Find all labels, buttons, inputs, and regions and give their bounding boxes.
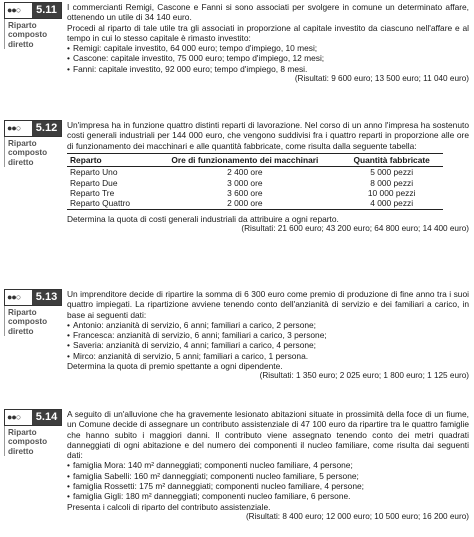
exercise-number: 5.13 [32, 290, 61, 305]
exercise-number: 5.12 [32, 121, 61, 136]
table-cell: 2 000 ore [149, 198, 340, 209]
paragraph: I commercianti Remigi, Cascone e Fanni si sono associati per svolgere in comune un determinato affare, ottenendo un utile di 34 140 euro. [67, 2, 469, 23]
paragraph: A seguito di un'alluvione che ha gravemente lesionato abitazioni situate in prossimità della foce di un fiume, un Comune decide di assegnare un contributo assistenziale di 47 100 euro da ripartire tra le quattro famiglie che hanno subito i maggiori danni. Il contributo viene assegnato tenendo conto dei metri quadrati danneggiati di ogni abitazione e del numero dei componenti il nucleo familiare, come risulta dai seguenti dati: [67, 409, 469, 461]
table-cell: 5 000 pezzi [370, 167, 414, 178]
paragraph: Procedi al riparto di tale utile tra gli associati in proporzione al capitale investito da ciascuno nell'affare e al tempo in cui lo stesso capitale è rimasto investito: [67, 22, 469, 43]
results: (Risultati: 1 350 euro; 2 025 euro; 1 800 euro; 1 125 euro) [259, 371, 469, 381]
list-item: • Francesca: anzianità di servizio, 6 anni; familiari a carico, 3 persone; [67, 330, 469, 340]
exercise-type-label: Riparto composto diretto [4, 19, 62, 49]
exercise-type-label: Riparto composto diretto [4, 306, 62, 336]
paragraph: Presenta i calcoli di riparto del contributo assistenziale. [67, 501, 271, 512]
exercise-badge [4, 289, 62, 336]
column-header: Reparto [67, 153, 149, 166]
table-cell: 4 000 pezzi [340, 198, 443, 209]
paragraph: Un imprenditore decide di ripartire la somma di 6 300 euro come premio di produzione di fine anno tra i suoi quattro impiegati. La ripartizione avviene tenendo conto dell'anzianità di servizio e dei familiari a carico, in base ai seguenti dati: [67, 289, 469, 320]
table-cell: 2 400 ore [227, 167, 263, 178]
column-header: Ore di funzionamento dei macchinari [149, 153, 340, 166]
exercise-badge [4, 120, 62, 167]
exercise-text [67, 2, 469, 84]
table-cell: Reparto Due [70, 177, 118, 188]
table-cell: 8 000 pezzi [370, 177, 414, 188]
exercise-text [67, 120, 469, 234]
table-header-row [67, 153, 443, 166]
results: (Risultati: 9 600 euro; 13 500 euro; 11 040 euro) [294, 74, 469, 84]
table-row [67, 167, 443, 178]
exercise-badge [4, 409, 62, 456]
paragraph: Determina la quota di premio spettante a ogni dipendente. [67, 361, 283, 372]
list-item: • Saveria: anzianità di servizio, 4 anni; familiari a carico, 4 persone; [67, 340, 469, 350]
table-cell: Reparto Quattro [67, 198, 149, 209]
exercise-type-label: Riparto composto diretto [4, 137, 62, 167]
exercise-text [67, 409, 469, 522]
table-cell: Reparto Tre [70, 188, 115, 198]
list-item: • famiglia Rossetti: 175 m² danneggiati; componenti nucleo familiare, 4 persone; [67, 481, 469, 491]
list-item: • famiglia Sabelli: 160 m² danneggiati; componenti nucleo familiare, 5 persone; [67, 471, 469, 481]
data-list [67, 320, 469, 361]
paragraph: Determina la quota di costi generali industriali da attribuire a ogni reparto. [67, 213, 339, 224]
data-table [67, 153, 443, 210]
list-item: • Antonio: anzianità di servizio, 6 anni; familiari a carico, 2 persone; [67, 320, 469, 330]
table-cell: 3 600 ore [227, 188, 263, 198]
difficulty-drops-icon: ●●○ [7, 123, 21, 133]
column-header: Quantità fabbricate [340, 153, 443, 166]
exercise-type-label: Riparto composto diretto [4, 426, 62, 456]
difficulty-drops-icon: ●●○ [7, 5, 21, 15]
list-item: • famiglia Mora: 140 m² danneggiati; componenti nucleo familiare, 4 persone; [67, 460, 469, 470]
list-item: • famiglia Gigli: 180 m² danneggiati; componenti nucleo familiare, 6 persone. [67, 491, 469, 501]
table-row [67, 178, 443, 188]
data-list [67, 460, 469, 501]
table-row [67, 188, 443, 198]
list-item: • Cascone: capitale investito, 75 000 euro; tempo d'impiego, 12 mesi; [67, 53, 469, 63]
list-item: • Fanni: capitale investito, 92 000 euro; tempo d'impiego, 8 mesi. [67, 64, 469, 74]
table-row [67, 198, 443, 209]
paragraph: Un'impresa ha in funzione quattro distinti reparti di lavorazione. Nel corso di un anno l'impresa ha sostenuto costi generali industriali per 144 000 euro, che vengono suddivisi fra i quattro reparti in proporzione alle ore di funzionamento dei macchinari e alle quantità fabbricate, come risulta dalla seguente tabella: [67, 120, 469, 151]
list-item: • Mirco: anzianità di servizio, 5 anni; familiari a carico, 1 persona. [67, 351, 469, 361]
exercise-number: 5.14 [32, 410, 61, 425]
list-item: • Remigi: capitale investito, 64 000 euro; tempo d'impiego, 10 mesi; [67, 43, 469, 53]
difficulty-drops-icon: ●●○ [7, 412, 21, 422]
table-cell: 10 000 pezzi [367, 188, 416, 198]
table-cell: 3 000 ore [227, 177, 263, 188]
exercise-number: 5.11 [32, 3, 61, 18]
results: (Risultati: 21 600 euro; 43 200 euro; 64 800 euro; 14 400 euro) [241, 224, 469, 234]
table-cell: Reparto Uno [70, 167, 118, 178]
exercise-text [67, 289, 469, 382]
difficulty-drops-icon: ●●○ [7, 292, 21, 302]
results: (Risultati: 8 400 euro; 12 000 euro; 10 500 euro; 16 200 euro) [245, 511, 469, 521]
exercise-badge [4, 2, 62, 49]
data-list [67, 43, 469, 74]
